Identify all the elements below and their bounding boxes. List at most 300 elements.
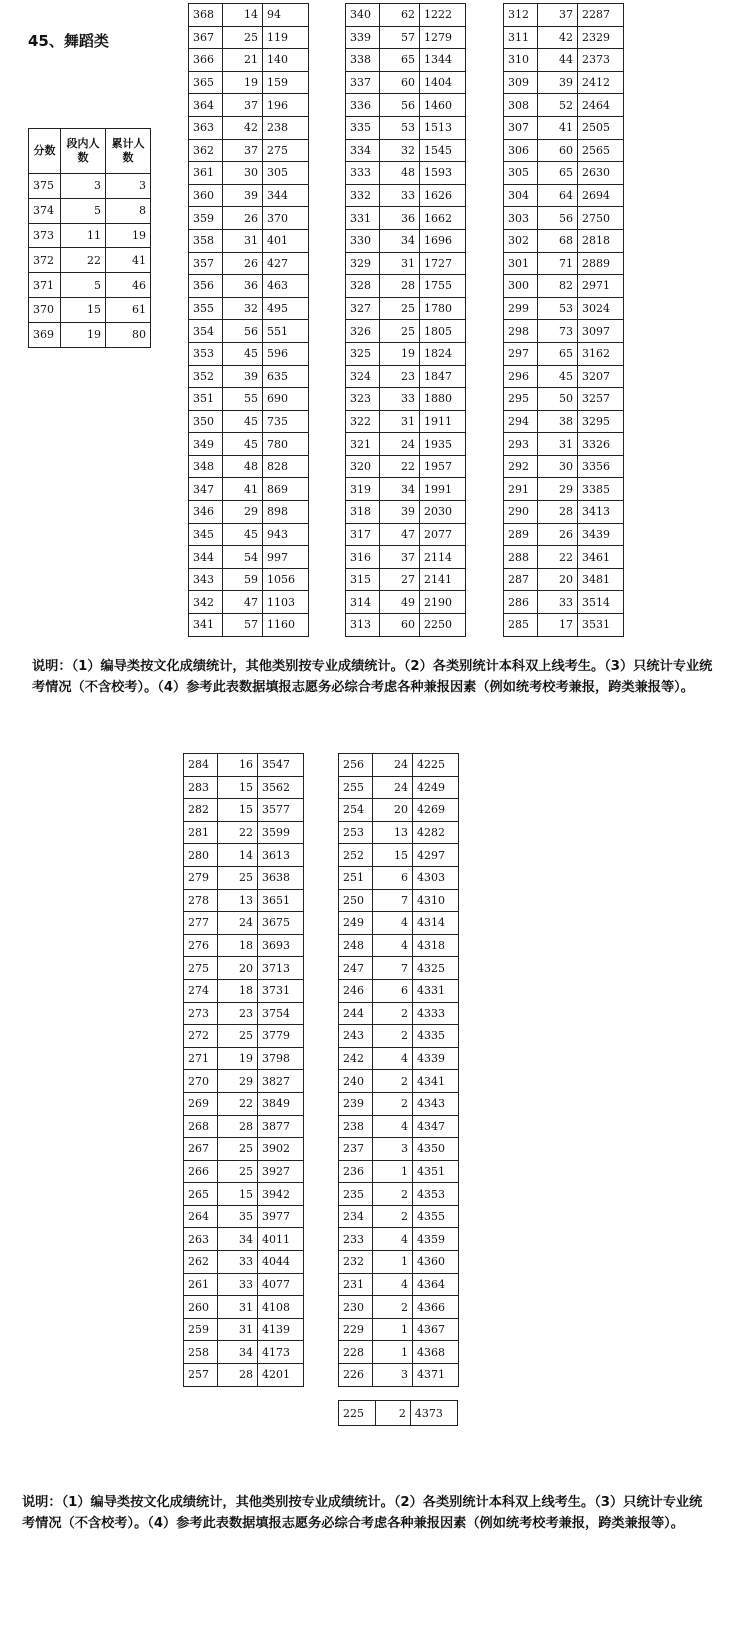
table-row	[504, 320, 624, 343]
cell-cumulative-count: 119	[263, 26, 309, 49]
cell-cumulative-count: 46	[106, 273, 151, 298]
cell-score: 301	[504, 252, 538, 275]
table-row	[189, 320, 309, 343]
cell-cumulative-count: 4282	[413, 821, 459, 844]
cell-cumulative-count: 3562	[258, 776, 304, 799]
table-row	[339, 1183, 459, 1206]
table-row	[184, 934, 304, 957]
cell-segment-count: 65	[538, 162, 578, 185]
cell-score: 354	[189, 320, 223, 343]
cell-segment-count: 31	[223, 229, 263, 252]
cell-cumulative-count: 4371	[413, 1364, 459, 1387]
cell-score: 232	[339, 1251, 373, 1274]
cell-segment-count: 57	[223, 614, 263, 637]
cell-score: 259	[184, 1318, 218, 1341]
cell-cumulative-count: 3097	[578, 320, 624, 343]
cell-score: 237	[339, 1138, 373, 1161]
cell-segment-count: 57	[380, 26, 420, 49]
cell-score: 289	[504, 523, 538, 546]
cell-cumulative-count: 735	[263, 410, 309, 433]
table-row	[504, 455, 624, 478]
cell-cumulative-count: 4173	[258, 1341, 304, 1364]
cell-segment-count: 11	[61, 223, 106, 248]
cell-segment-count: 6	[373, 866, 413, 889]
table-row	[29, 174, 151, 199]
table-row	[339, 1296, 459, 1319]
table-row	[29, 322, 151, 347]
cell-segment-count: 64	[538, 184, 578, 207]
cell-score: 307	[504, 116, 538, 139]
table-row	[189, 252, 309, 275]
table-row	[184, 1273, 304, 1296]
table-row	[184, 912, 304, 935]
cell-score: 362	[189, 139, 223, 162]
cell-cumulative-count: 2565	[578, 139, 624, 162]
cell-score: 240	[339, 1070, 373, 1093]
table-row	[189, 94, 309, 117]
table-row	[346, 275, 466, 298]
cell-segment-count: 27	[380, 568, 420, 591]
cell-segment-count: 22	[218, 821, 258, 844]
cell-segment-count: 45	[223, 342, 263, 365]
table-row	[339, 866, 459, 889]
cell-score: 312	[504, 4, 538, 27]
table-row	[184, 844, 304, 867]
cell-segment-count: 19	[61, 322, 106, 347]
cell-segment-count: 26	[538, 523, 578, 546]
cell-cumulative-count: 4011	[258, 1228, 304, 1251]
cell-segment-count: 33	[538, 591, 578, 614]
table-row	[189, 568, 309, 591]
cell-score: 286	[504, 591, 538, 614]
cell-score: 343	[189, 568, 223, 591]
cell-cumulative-count: 4310	[413, 889, 459, 912]
cell-cumulative-count: 61	[106, 297, 151, 322]
cell-cumulative-count: 4249	[413, 776, 459, 799]
cell-cumulative-count: 3481	[578, 568, 624, 591]
cell-score: 298	[504, 320, 538, 343]
table-row	[189, 591, 309, 614]
cell-score: 349	[189, 433, 223, 456]
cell-cumulative-count: 1957	[420, 455, 466, 478]
cell-segment-count: 53	[538, 297, 578, 320]
table-row	[189, 388, 309, 411]
table-row	[189, 4, 309, 27]
cell-segment-count: 39	[538, 71, 578, 94]
table-row	[504, 591, 624, 614]
cell-score: 308	[504, 94, 538, 117]
cell-segment-count: 2	[373, 1092, 413, 1115]
cell-cumulative-count: 690	[263, 388, 309, 411]
cell-segment-count: 22	[61, 248, 106, 273]
cell-segment-count: 39	[223, 184, 263, 207]
cell-cumulative-count: 275	[263, 139, 309, 162]
table-row	[29, 198, 151, 223]
cell-score: 275	[184, 957, 218, 980]
table-row	[504, 229, 624, 252]
cell-score: 273	[184, 1002, 218, 1025]
cell-cumulative-count: 3902	[258, 1138, 304, 1161]
cell-segment-count: 71	[538, 252, 578, 275]
cell-score: 276	[184, 934, 218, 957]
cell-score: 331	[346, 207, 380, 230]
cell-segment-count: 1	[373, 1318, 413, 1341]
cell-cumulative-count: 3413	[578, 501, 624, 524]
cell-cumulative-count: 943	[263, 523, 309, 546]
table-row	[29, 223, 151, 248]
cell-score: 302	[504, 229, 538, 252]
cell-segment-count: 60	[538, 139, 578, 162]
table-row	[504, 162, 624, 185]
cell-cumulative-count: 238	[263, 116, 309, 139]
cell-segment-count: 2	[373, 1002, 413, 1025]
cell-cumulative-count: 3326	[578, 433, 624, 456]
cell-segment-count: 7	[373, 957, 413, 980]
cell-segment-count: 48	[380, 162, 420, 185]
table-row	[346, 297, 466, 320]
cell-cumulative-count: 4108	[258, 1296, 304, 1319]
cell-score: 292	[504, 455, 538, 478]
cell-score: 262	[184, 1251, 218, 1274]
cell-score: 309	[504, 71, 538, 94]
cell-segment-count: 55	[223, 388, 263, 411]
cell-cumulative-count: 3439	[578, 523, 624, 546]
cell-score: 305	[504, 162, 538, 185]
cell-segment-count: 1	[373, 1251, 413, 1274]
table-row	[346, 49, 466, 72]
cell-score: 291	[504, 478, 538, 501]
summary-header-row	[29, 129, 151, 174]
cell-cumulative-count: 635	[263, 365, 309, 388]
cell-cumulative-count: 1847	[420, 365, 466, 388]
cell-score: 288	[504, 546, 538, 569]
cell-cumulative-count: 370	[263, 207, 309, 230]
cell-score: 341	[189, 614, 223, 637]
cell-cumulative-count: 2889	[578, 252, 624, 275]
table-row	[339, 889, 459, 912]
cell-score: 296	[504, 365, 538, 388]
table-row	[184, 1025, 304, 1048]
cell-segment-count: 3	[61, 174, 106, 199]
cell-segment-count: 4	[373, 1115, 413, 1138]
cell-score: 317	[346, 523, 380, 546]
cell-segment-count: 18	[218, 934, 258, 957]
cell-cumulative-count: 1805	[420, 320, 466, 343]
cell-segment-count: 17	[538, 614, 578, 637]
table-row	[189, 71, 309, 94]
cell-segment-count: 2	[373, 1025, 413, 1048]
cell-segment-count: 22	[218, 1092, 258, 1115]
cell-segment-count: 5	[61, 198, 106, 223]
table-row	[339, 1205, 459, 1228]
cell-segment-count: 14	[223, 4, 263, 27]
cell-segment-count: 25	[380, 297, 420, 320]
cell-cumulative-count: 3162	[578, 342, 624, 365]
cell-score: 247	[339, 957, 373, 980]
cell-segment-count: 2	[373, 1205, 413, 1228]
cell-cumulative-count: 4360	[413, 1251, 459, 1274]
cell-segment-count: 4	[373, 912, 413, 935]
cell-cumulative-count: 4201	[258, 1364, 304, 1387]
cell-cumulative-count: 2329	[578, 26, 624, 49]
score-table-block1-col1	[188, 3, 309, 637]
cell-score: 266	[184, 1160, 218, 1183]
note-paragraph-1: 说明：（1）编导类按文化成绩统计，其他类别按专业成绩统计。（2）各类别统计本科双上线考生。（3）只统计专业统考情况（不含校考）。（4）参考此表数据填报志愿务必综合考虑各种兼报因素（例如统考校考兼报，跨类兼报等）。	[32, 659, 713, 695]
cell-score: 347	[189, 478, 223, 501]
cell-score: 300	[504, 275, 538, 298]
table-row	[184, 1183, 304, 1206]
cell-cumulative-count: 1404	[420, 71, 466, 94]
table-row	[184, 1002, 304, 1025]
cell-score: 279	[184, 866, 218, 889]
table-row	[339, 1251, 459, 1274]
cell-cumulative-count: 4325	[413, 957, 459, 980]
cell-cumulative-count: 4333	[413, 1002, 459, 1025]
cell-segment-count: 1	[373, 1160, 413, 1183]
cell-cumulative-count: 3877	[258, 1115, 304, 1138]
table-row	[339, 1160, 459, 1183]
table-row	[189, 478, 309, 501]
cell-cumulative-count: 3577	[258, 799, 304, 822]
cell-score: 342	[189, 591, 223, 614]
cell-cumulative-count: 401	[263, 229, 309, 252]
cell-segment-count: 37	[538, 4, 578, 27]
table-row	[504, 342, 624, 365]
cell-score: 340	[346, 4, 380, 27]
cell-segment-count: 28	[218, 1115, 258, 1138]
cell-segment-count: 4	[373, 1228, 413, 1251]
cell-score: 363	[189, 116, 223, 139]
table-row	[184, 889, 304, 912]
cell-cumulative-count: 3827	[258, 1070, 304, 1093]
cell-segment-count: 54	[223, 546, 263, 569]
cell-segment-count: 15	[61, 297, 106, 322]
cell-score: 367	[189, 26, 223, 49]
cell-cumulative-count: 4353	[413, 1183, 459, 1206]
table-row	[346, 229, 466, 252]
cell-cumulative-count: 4335	[413, 1025, 459, 1048]
table-row	[504, 478, 624, 501]
cell-score: 233	[339, 1228, 373, 1251]
table-row	[339, 1070, 459, 1093]
cell-cumulative-count: 3356	[578, 455, 624, 478]
table-row	[504, 568, 624, 591]
cell-cumulative-count: 4341	[413, 1070, 459, 1093]
cell-cumulative-count: 3613	[258, 844, 304, 867]
cell-score: 260	[184, 1296, 218, 1319]
cell-segment-count: 32	[223, 297, 263, 320]
header-cumulative-count: 累计人数	[106, 129, 151, 174]
cell-cumulative-count: 3385	[578, 478, 624, 501]
cell-segment-count: 52	[538, 94, 578, 117]
cell-score: 250	[339, 889, 373, 912]
table-row	[339, 1364, 459, 1387]
cell-cumulative-count: 1626	[420, 184, 466, 207]
cell-score: 230	[339, 1296, 373, 1319]
cell-score: 339	[346, 26, 380, 49]
cell-segment-count: 20	[218, 957, 258, 980]
cell-segment-count: 24	[373, 776, 413, 799]
cell-score: 251	[339, 866, 373, 889]
cell-score: 311	[504, 26, 538, 49]
cell-cumulative-count: 2190	[420, 591, 466, 614]
table-row	[184, 1341, 304, 1364]
cell-cumulative-count: 3461	[578, 546, 624, 569]
cell-segment-count: 20	[373, 799, 413, 822]
table-row	[339, 844, 459, 867]
table-row	[504, 501, 624, 524]
section-title: 45、舞蹈类	[28, 32, 109, 50]
cell-cumulative-count: 3798	[258, 1047, 304, 1070]
cell-score: 271	[184, 1047, 218, 1070]
cell-score: 334	[346, 139, 380, 162]
cell-score: 254	[339, 799, 373, 822]
cell-cumulative-count: 1935	[420, 433, 466, 456]
cell-score: 269	[184, 1092, 218, 1115]
cell-segment-count: 33	[218, 1273, 258, 1296]
cell-score: 344	[189, 546, 223, 569]
table-row	[339, 1228, 459, 1251]
cell-score: 231	[339, 1273, 373, 1296]
table-row	[184, 979, 304, 1002]
cell-cumulative-count: 4364	[413, 1273, 459, 1296]
cell-cumulative-count: 19	[106, 223, 151, 248]
cell-segment-count: 19	[223, 71, 263, 94]
table-row	[184, 1092, 304, 1115]
cell-segment-count: 47	[223, 591, 263, 614]
cell-score: 299	[504, 297, 538, 320]
cell-cumulative-count: 3849	[258, 1092, 304, 1115]
cell-cumulative-count: 3713	[258, 957, 304, 980]
table-row	[504, 365, 624, 388]
cell-score: 303	[504, 207, 538, 230]
table-row	[339, 799, 459, 822]
cell-score: 234	[339, 1205, 373, 1228]
cell-cumulative-count: 596	[263, 342, 309, 365]
table-row	[346, 342, 466, 365]
cell-score: 337	[346, 71, 380, 94]
cell-segment-count: 15	[373, 844, 413, 867]
table-row	[339, 979, 459, 1002]
cell-segment-count: 24	[373, 754, 413, 777]
cell-segment-count: 39	[380, 501, 420, 524]
table-row	[504, 388, 624, 411]
cell-score: 294	[504, 410, 538, 433]
cell-cumulative-count: 4355	[413, 1205, 459, 1228]
cell-segment-count: 25	[218, 1025, 258, 1048]
cell-cumulative-count: 1824	[420, 342, 466, 365]
cell-cumulative-count: 4297	[413, 844, 459, 867]
cell-segment-count: 29	[218, 1070, 258, 1093]
header-segment-count: 段内人数	[61, 129, 106, 174]
cell-cumulative-count: 3693	[258, 934, 304, 957]
cell-cumulative-count: 2373	[578, 49, 624, 72]
table-row	[189, 207, 309, 230]
cell-segment-count: 49	[380, 591, 420, 614]
cell-segment-count: 22	[380, 455, 420, 478]
cell-cumulative-count: 80	[106, 322, 151, 347]
score-table-block1-col3	[503, 3, 624, 637]
table-row	[346, 478, 466, 501]
table-row	[504, 184, 624, 207]
table-row	[184, 1047, 304, 1070]
cell-segment-count: 56	[380, 94, 420, 117]
cell-score: 345	[189, 523, 223, 546]
cell-segment-count: 5	[61, 273, 106, 298]
cell-score: 278	[184, 889, 218, 912]
cell-score: 264	[184, 1205, 218, 1228]
cell-cumulative-count: 2750	[578, 207, 624, 230]
cell-score: 330	[346, 229, 380, 252]
table-row	[184, 1138, 304, 1161]
cell-cumulative-count: 4331	[413, 979, 459, 1002]
cell-cumulative-count: 1727	[420, 252, 466, 275]
cell-cumulative-count: 997	[263, 546, 309, 569]
cell-cumulative-count: 3779	[258, 1025, 304, 1048]
table-row	[504, 94, 624, 117]
table-row	[346, 139, 466, 162]
table-row	[504, 207, 624, 230]
cell-score: 287	[504, 568, 538, 591]
header-score: 分数	[29, 129, 61, 174]
cell-score: 348	[189, 455, 223, 478]
cell-cumulative-count: 305	[263, 162, 309, 185]
table-row	[346, 26, 466, 49]
cell-cumulative-count: 2250	[420, 614, 466, 637]
cell-score: 265	[184, 1183, 218, 1206]
cell-cumulative-count: 869	[263, 478, 309, 501]
cell-score: 351	[189, 388, 223, 411]
cell-segment-count: 56	[538, 207, 578, 230]
cell-cumulative-count: 3638	[258, 866, 304, 889]
table-row	[189, 410, 309, 433]
cell-score: 329	[346, 252, 380, 275]
table-row	[346, 614, 466, 637]
table-row	[339, 821, 459, 844]
cell-cumulative-count: 1103	[263, 591, 309, 614]
cell-cumulative-count: 3257	[578, 388, 624, 411]
cell-segment-count: 19	[218, 1047, 258, 1070]
cell-cumulative-count: 4318	[413, 934, 459, 957]
table-row	[339, 1092, 459, 1115]
table-row	[504, 4, 624, 27]
cell-score: 357	[189, 252, 223, 275]
cell-score: 290	[504, 501, 538, 524]
table-row	[189, 297, 309, 320]
cell-cumulative-count: 140	[263, 49, 309, 72]
cell-cumulative-count: 1662	[420, 207, 466, 230]
cell-cumulative-count: 2818	[578, 229, 624, 252]
cell-cumulative-count: 1222	[420, 4, 466, 27]
cell-score: 326	[346, 320, 380, 343]
cell-cumulative-count: 1593	[420, 162, 466, 185]
cell-score: 372	[29, 248, 61, 273]
score-table-block2-col2	[338, 753, 459, 1387]
cell-cumulative-count: 4314	[413, 912, 459, 935]
cell-score: 295	[504, 388, 538, 411]
cell-score: 315	[346, 568, 380, 591]
table-row	[184, 776, 304, 799]
table-row	[346, 71, 466, 94]
cell-score: 370	[29, 297, 61, 322]
table-row	[504, 139, 624, 162]
cell-segment-count: 16	[218, 754, 258, 777]
cell-score: 281	[184, 821, 218, 844]
table-row	[346, 546, 466, 569]
cell-cumulative-count: 3295	[578, 410, 624, 433]
cell-cumulative-count: 4368	[413, 1341, 459, 1364]
cell-cumulative-count: 2694	[578, 184, 624, 207]
